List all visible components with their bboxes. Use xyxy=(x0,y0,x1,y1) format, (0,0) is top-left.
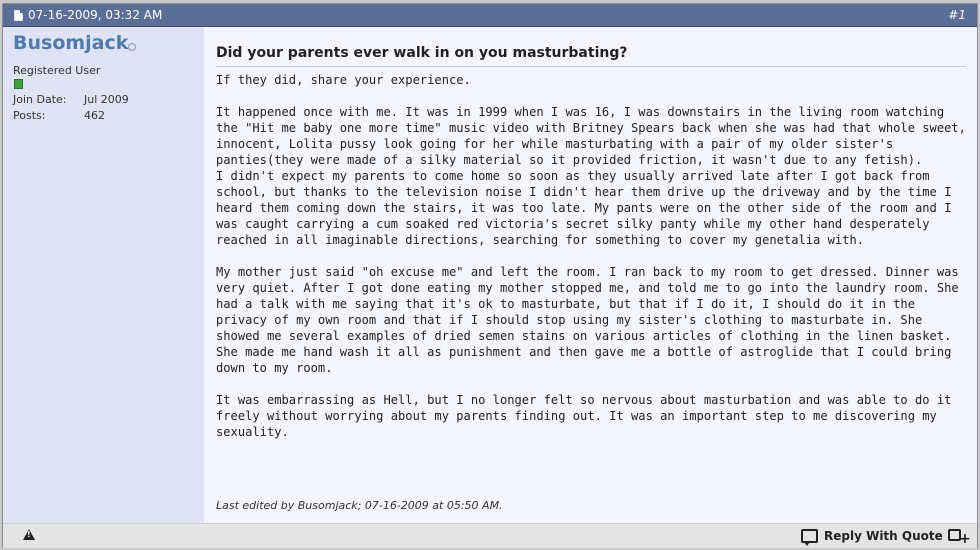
plus-icon: + xyxy=(959,531,971,547)
post-number-link[interactable]: #1 xyxy=(948,8,966,22)
message-paragraph: It happened once with me. It was in 1999 when I was 16, I was downstairs in the living room watching the "Hit me baby one more time" music video with Britney Spears back when she was had that whole sweet, innocent, Lolita pussy look going for her while masturbating with a pair of my older sister's panties(they were made of a silky material so it provided friction, it wasn't due to any fetish). I didn't expect my parents to come home so soon as they usually arrived late after I got back from school, but thanks to the television noise I didn't hear them drive up the driveway and by the time I heard them coming down the stairs, it was too late. My pants were on the other side of the room and I was caught carrying a cum soaked red victoria's secret silky panty while my other hand desperately reached in all imaginable directions, searching for something to cover my genetalia with. xyxy=(216,105,966,247)
document-icon xyxy=(14,10,23,21)
message-paragraph: It was embarrassing as Hell, but I no longer felt so nervous about masturbation and was able to do it freely without worrying about my parents finding out. It was an important step to me discovering my sexuality. xyxy=(216,393,952,439)
posts-label: Posts: xyxy=(13,109,46,122)
offline-status-icon xyxy=(128,43,136,51)
join-date-label: Join Date: xyxy=(13,93,67,106)
forum-post xyxy=(2,3,978,548)
user-sidebar xyxy=(3,27,204,523)
reputation-icon xyxy=(14,79,23,89)
reply-with-quote-button[interactable] xyxy=(801,527,943,545)
join-date-value: Jul 2009 xyxy=(84,93,129,106)
message-paragraph: My mother just said "oh excuse me" and left the room. I ran back to my room to get dressed. Dinner was very quiet. After I got done eating my mother stopped me, and told me to go into the laundry room. She had a talk with me saying that it's ok to masturbate, but that if I do it, I should do it in the privacy of my own room and that if I should stop using my sister's clothing to masturbate in. She showed me several examples of dried semen stains on various articles of clothing in the linen basket. She made me hand wash it all as punishment and then gave me a bottle of astroglide that I could bring down to my room. xyxy=(216,265,959,375)
user-title: Registered User xyxy=(13,64,101,77)
report-post-icon[interactable] xyxy=(23,529,35,540)
post-date: 07-16-2009, 03:32 AM xyxy=(28,8,163,22)
posts-count: 462 xyxy=(84,109,105,122)
post-title: Did your parents ever walk in on you masturbating? xyxy=(216,45,966,67)
post-body xyxy=(204,27,977,523)
username-link[interactable]: Busomjack xyxy=(13,32,129,54)
reply-with-quote-label: Reply With Quote xyxy=(824,529,943,543)
multi-quote-button[interactable] xyxy=(948,529,971,547)
post-footer xyxy=(3,523,977,548)
post-message xyxy=(216,72,966,456)
last-edited-note: Last edited by Busomjack; 07-16-2009 at 05:50 AM. xyxy=(216,499,503,512)
message-paragraph: If they did, share your experience. xyxy=(216,73,471,87)
quote-bubble-icon xyxy=(801,529,818,543)
post-header xyxy=(3,4,977,27)
